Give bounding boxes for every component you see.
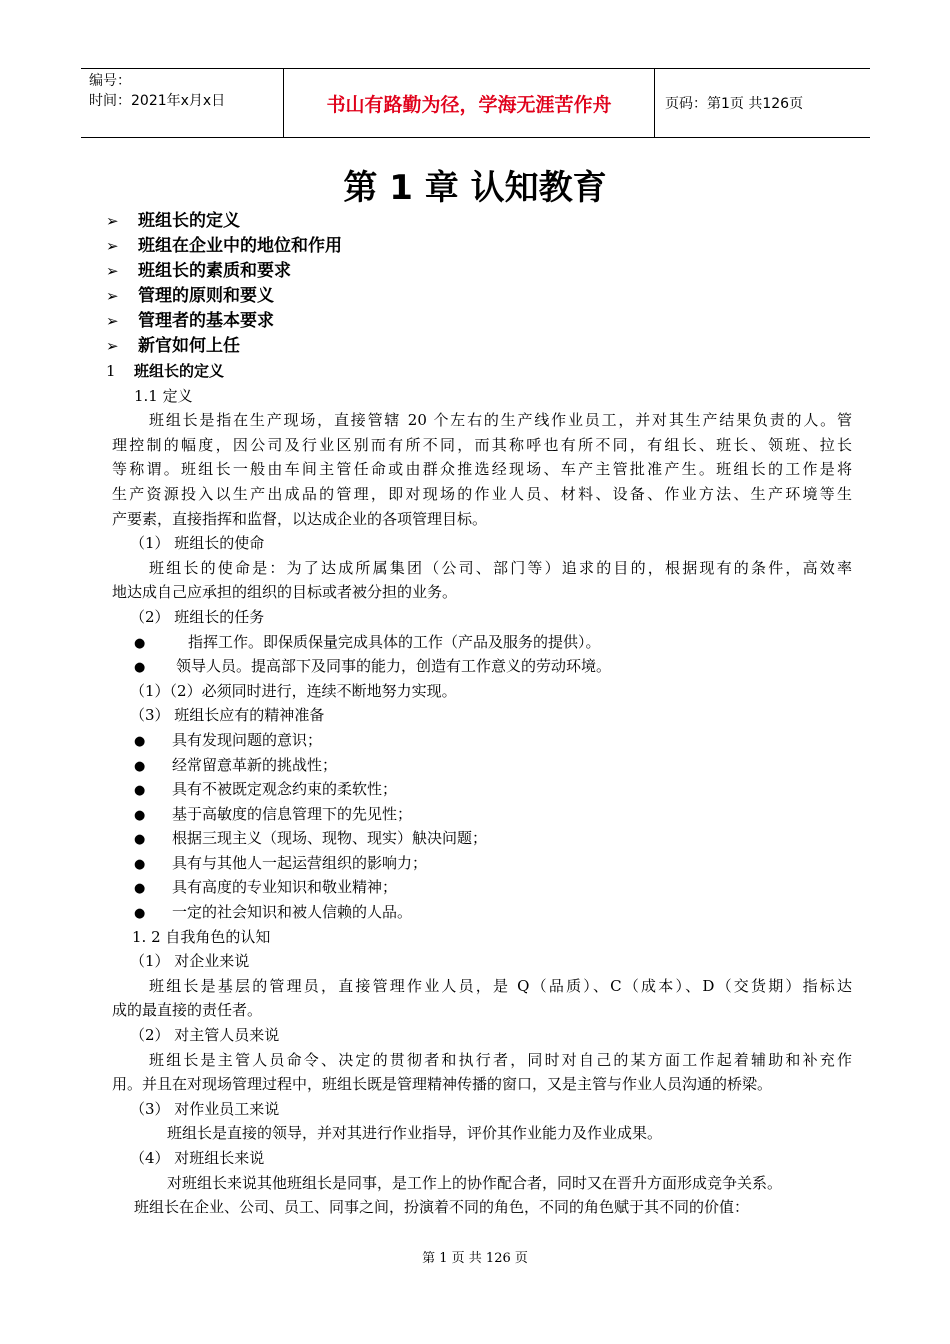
header-table xyxy=(81,68,870,138)
paragraph-line: 地达成自己应承担的组织的目标或者被分担的业务。 xyxy=(112,583,458,602)
bullet-item: ● 一定的社会知识和被人信赖的人品。 xyxy=(134,900,852,925)
paragraph-line: 班组长是指在生产现场，直接管辖 20 个左右的生产线作业员工，并对其生产结果负责的人。管 xyxy=(149,411,852,430)
arrow-bullet-icon: ➢ xyxy=(106,287,119,305)
header-divider xyxy=(654,69,655,137)
bullet-item: ● 根据三现主义（现场、现物、现实）觖决问题； xyxy=(134,826,852,851)
paragraph-line: 生产资源投入以生产出成品的管理，即对现场的作业人员、材料、设备、作业方法、生产环境等生 xyxy=(112,484,852,503)
bullet-icon: ● xyxy=(134,758,146,774)
bullet-icon: ● xyxy=(134,807,146,823)
bullet-item: ● 具有与其他人一起运营组织的影响力； xyxy=(134,851,852,876)
paragraph-line: 班组长是基层的管理员，直接管理作业人员，是 Q（品质）、C（成本）、D（交货期）指标达 xyxy=(149,976,852,995)
bullet-item: ● 经常留意革新的挑战性； xyxy=(134,753,852,778)
paragraph-line: 理控制的幅度，因公司及行业区别而有所不同，而其称呼也有所不同，有组长、班长、领班、拉长 xyxy=(112,435,852,454)
outline-item: ➢ 新官如何上任 xyxy=(106,334,342,359)
bullet-icon: ● xyxy=(134,832,146,848)
subsection-heading: 1.1 定义 xyxy=(134,386,193,405)
bullet-item: ● 具有发现问题的意识； xyxy=(134,728,852,753)
document-body xyxy=(106,359,852,1220)
header-page-info: 页码：第1页 共126页 xyxy=(665,96,804,112)
outline-item: ➢ 班组在企业中的地位和作用 xyxy=(106,234,342,259)
bullet-icon: ● xyxy=(134,906,146,922)
paragraph-line: 班组长在企业、公司、员工、同事之间，扮演着不同的角色，不同的角色赋于其不同的价值： xyxy=(134,1198,750,1217)
paragraph-line: 产要素，直接指挥和监督，以达成企业的各项管理目标。 xyxy=(112,509,488,528)
bullet-icon: ● xyxy=(134,783,146,799)
arrow-bullet-icon: ➢ xyxy=(106,237,119,255)
outline-item: ➢ 班组长的定义 xyxy=(106,209,342,234)
header-left-cell xyxy=(81,69,281,137)
item-heading: （1） 对企业来说 xyxy=(130,952,250,971)
arrow-bullet-icon: ➢ xyxy=(106,212,119,230)
outline-item: ➢ 班组长的素质和要求 xyxy=(106,259,342,284)
item-heading: （2） 对主管人员来说 xyxy=(130,1026,280,1045)
paragraph-line: 班组长的使命是：为了达成所属集团（公司、部门等）追求的目的，根据现有的条件，高效率 xyxy=(149,558,852,577)
bullet-icon: ● xyxy=(134,881,146,897)
outline-item: ➢ 管理的原则和要义 xyxy=(106,284,342,309)
note-line: （1）（2）必须同时进行，连续不断地努力实现。 xyxy=(130,681,457,700)
item-heading: （2） 班组长的任务 xyxy=(130,607,265,626)
header-motto: 书山有路勤为径，学海无涯苦作舟 xyxy=(326,93,612,116)
bullet-item: ● 具有不被既定观念约束的柔软性； xyxy=(134,777,852,802)
bullet-item: ● 指挥工作。即保质保量完成具体的工作（产品及服务的提供）。 xyxy=(134,630,852,655)
item-heading: （4） 对班组长来说 xyxy=(130,1149,265,1167)
page-footer: 第 1 页 共 126 页 xyxy=(422,1251,528,1266)
bullet-icon: ● xyxy=(134,635,146,651)
arrow-bullet-icon: ➢ xyxy=(106,312,119,330)
paragraph-line: 班组长是主管人员命令、决定的贯彻者和执行者，同时对自己的某方面工作起着辅助和补充作 xyxy=(149,1050,852,1069)
date-label: 时间：2021年x月x日 xyxy=(89,93,226,109)
bullet-item: ● 领导人员。提高部下及同事的能力，创造有工作意义的劳动环境。 xyxy=(134,654,852,679)
bullet-item: ● 基于高敏度的信息管理下的先见性； xyxy=(134,802,852,827)
code-label: 编号： xyxy=(89,73,131,89)
chapter-title: 第 1 章 认知教育 xyxy=(343,168,607,208)
paragraph-line: 对班组长来说其他班组长是同事，是工作上的协作配合者，同时又在晋升方面形成竞争关系。 xyxy=(167,1173,783,1192)
paragraph-line: 等称谓。班组长一般由车间主管任命或由群众推选经现场、车产主管批准产生。班组长的工作是将 xyxy=(112,460,852,479)
bullet-icon: ● xyxy=(134,660,146,676)
subsection-heading: 1. 2 自我角色的认知 xyxy=(132,927,271,946)
bullet-icon: ● xyxy=(134,733,146,749)
item-heading: （3） 班组长应有的精神准备 xyxy=(130,706,325,725)
section-heading: 1 班组长的定义 xyxy=(106,362,225,380)
item-heading: （1） 班组长的使命 xyxy=(130,534,265,553)
paragraph-line: 用。并且在对现场管理过程中，班组长既是管理精神传播的窗口，又是主管与作业人员沟通的桥梁。 xyxy=(112,1075,773,1094)
bullet-item: ● 具有高度的专业知识和敬业精神； xyxy=(134,875,852,900)
paragraph-line: 成的最直接的责任者。 xyxy=(112,1001,263,1020)
item-heading: （3） 对作业员工来说 xyxy=(130,1099,280,1118)
bullet-icon: ● xyxy=(134,856,146,872)
paragraph-line: 班组长是直接的领导，并对其进行作业指导，评价其作业能力及作业成果。 xyxy=(167,1124,663,1143)
chapter-outline xyxy=(106,209,342,359)
outline-item: ➢ 管理者的基本要求 xyxy=(106,309,342,334)
arrow-bullet-icon: ➢ xyxy=(106,337,119,355)
arrow-bullet-icon: ➢ xyxy=(106,262,119,280)
